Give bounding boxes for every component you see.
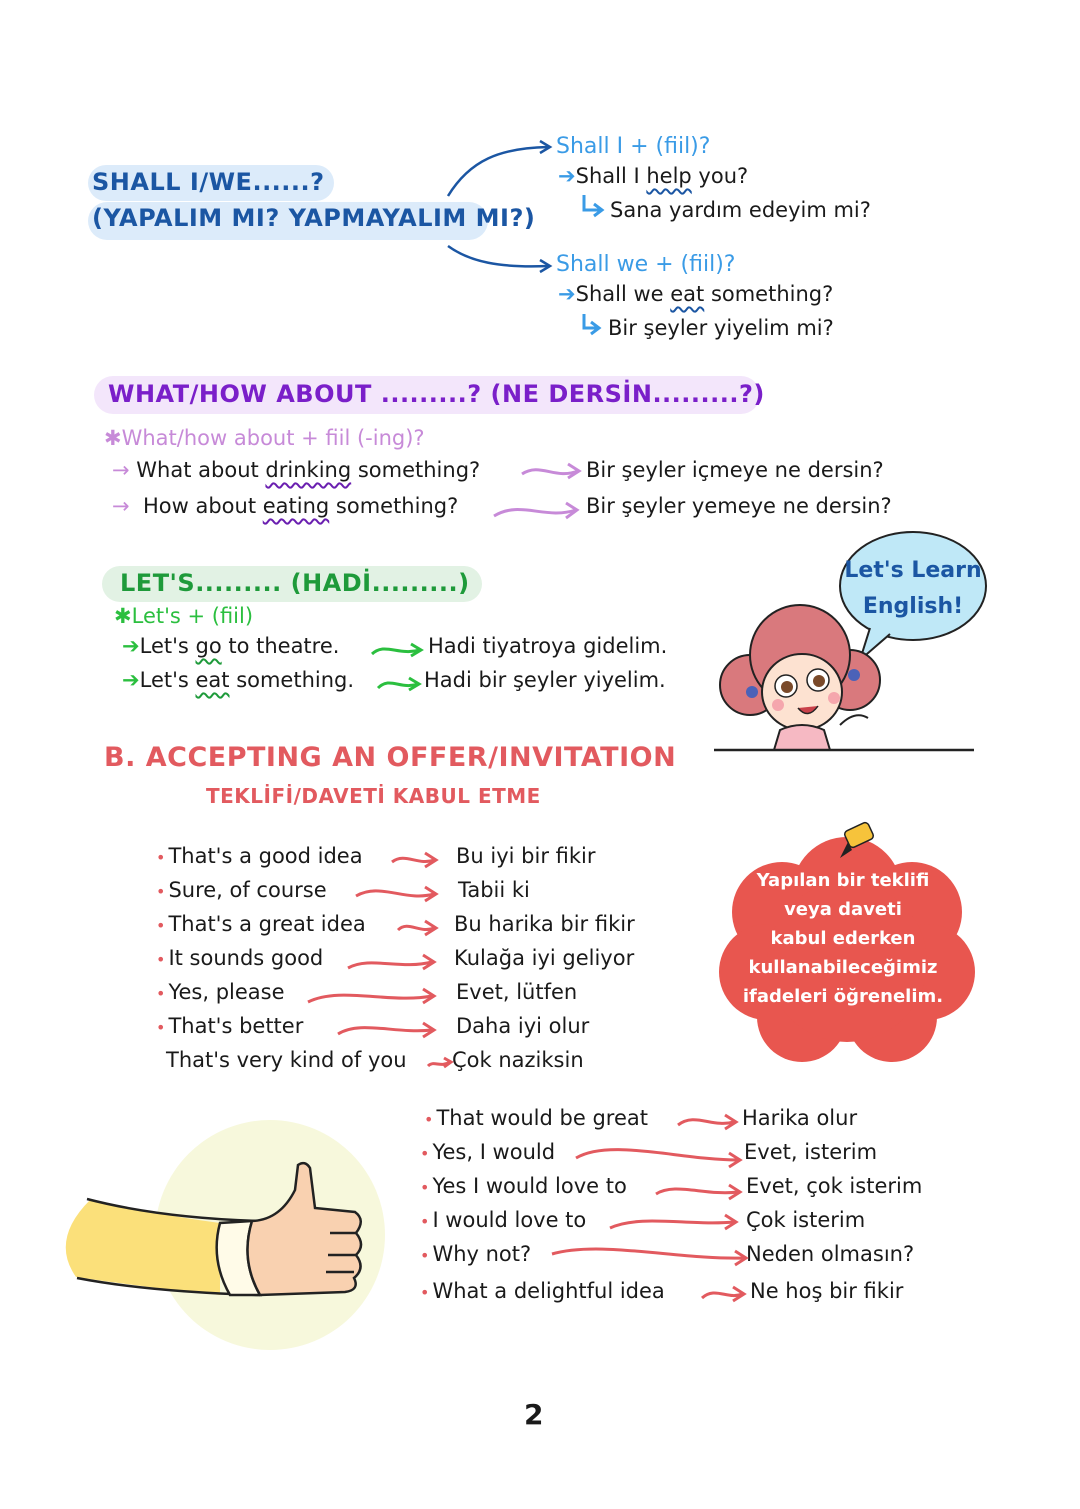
speech-bubble-text: Let's Learn English! xyxy=(844,558,982,619)
phrase-tr: Evet, isterim xyxy=(744,1140,878,1164)
lets-translation-1: Hadi tiyatroya gidelim. xyxy=(428,634,668,658)
shall-we-translation: Bir şeyler yiyelim mi? xyxy=(608,316,834,340)
page-number: 2 xyxy=(524,1398,544,1431)
phrase-en: • I would love to xyxy=(420,1208,587,1232)
note-cloud-text: Yapılan bir teklifi veya daveti kabul ederken kullanabileceğimiz ifadeleri öğrenelim. xyxy=(742,870,944,1007)
phrase-tr: Evet, lütfen xyxy=(456,980,578,1004)
shall-we-example: ➔Shall we eat something? xyxy=(558,282,834,306)
phrase-en: • Sure, of course xyxy=(156,878,327,902)
lets-translation-2: Hadi bir şeyler yiyelim. xyxy=(424,668,666,692)
verb-highlight: drinking xyxy=(265,458,352,482)
shall-we-pattern: Shall we + (fiil)? xyxy=(556,252,736,277)
arrow-right-icon: ➔ xyxy=(558,282,576,306)
asterisk-icon: ✱ xyxy=(114,604,132,628)
phrase-tr: Evet, çok isterim xyxy=(746,1174,923,1198)
shall-i-pattern: Shall I + (fiil)? xyxy=(556,134,711,159)
shall-i-example: ➔Shall I help you? xyxy=(558,164,749,188)
what-how-title: WHAT/HOW ABOUT .........? (NE DERSİN.........?) xyxy=(108,380,765,408)
arrow-right-icon: ➔ xyxy=(122,634,140,658)
verb-highlight: eat xyxy=(670,282,705,306)
arrow-right-icon: → xyxy=(112,458,130,482)
phrase-tr: Ne hoş bir fikir xyxy=(750,1279,904,1303)
phrase-en: • That's better xyxy=(156,1014,304,1038)
phrase-en: • What a delightful idea xyxy=(420,1279,665,1303)
phrase-tr: Daha iyi olur xyxy=(456,1014,590,1038)
arrow-right-icon: ➔ xyxy=(558,164,576,188)
asterisk-icon: ✱ xyxy=(104,426,122,450)
lets-example-1: ➔Let's go to theatre. xyxy=(122,634,340,658)
phrase-en: • Why not? xyxy=(420,1242,532,1266)
shall-title-line1: SHALL I/WE......? xyxy=(92,168,325,196)
phrase-tr: Harika olur xyxy=(742,1106,858,1130)
what-how-example-2: → How about eating something? xyxy=(112,494,459,518)
phrase-tr: Bu iyi bir fikir xyxy=(456,844,596,868)
phrase-en: • That's a good idea xyxy=(156,844,363,868)
lets-rule: ✱Let's + (fiil) xyxy=(114,604,254,628)
arrow-right-icon: → xyxy=(112,494,130,518)
phrase-en: That's very kind of you xyxy=(166,1048,407,1072)
shall-i-translation: Sana yardım edeyim mi? xyxy=(610,198,871,222)
lets-example-2: ➔Let's eat something. xyxy=(122,668,355,692)
what-how-rule: ✱What/how about + fiil (-ing)? xyxy=(104,426,425,450)
phrase-tr: Çok naziksin xyxy=(452,1048,584,1072)
phrase-en: • That's a great idea xyxy=(156,912,366,936)
phrase-en: • Yes, I would xyxy=(420,1140,556,1164)
phrase-tr: Bu harika bir fikir xyxy=(454,912,635,936)
phrase-tr: Neden olmasın? xyxy=(746,1242,915,1266)
accepting-title: B. ACCEPTING AN OFFER/INVITATION xyxy=(104,742,677,773)
what-how-example-1: → What about drinking something? xyxy=(112,458,481,482)
what-how-translation-1: Bir şeyler içmeye ne dersin? xyxy=(586,458,884,482)
arrow-right-icon: ➔ xyxy=(122,668,140,692)
phrase-en: • Yes I would love to xyxy=(420,1174,627,1198)
phrase-tr: Tabii ki xyxy=(458,878,530,902)
verb-highlight: eat xyxy=(195,668,230,692)
phrase-en: • It sounds good xyxy=(156,946,324,970)
phrase-en: • Yes, please xyxy=(156,980,285,1004)
what-how-translation-2: Bir şeyler yemeye ne dersin? xyxy=(586,494,892,518)
phrase-tr: Kulağa iyi geliyor xyxy=(454,946,635,970)
verb-highlight: go xyxy=(195,634,222,658)
accepting-subtitle: TEKLİFİ/DAVETİ KABUL ETME xyxy=(206,784,541,808)
phrase-en: • That would be great xyxy=(424,1106,648,1130)
lets-title: LET'S......... (HADİ.........) xyxy=(120,569,470,597)
shall-title-line2: (YAPALIM MI? YAPMAYALIM MI?) xyxy=(92,204,536,232)
verb-highlight: eating xyxy=(262,494,330,518)
phrase-tr: Çok isterim xyxy=(746,1208,866,1232)
verb-highlight: help xyxy=(646,164,692,188)
